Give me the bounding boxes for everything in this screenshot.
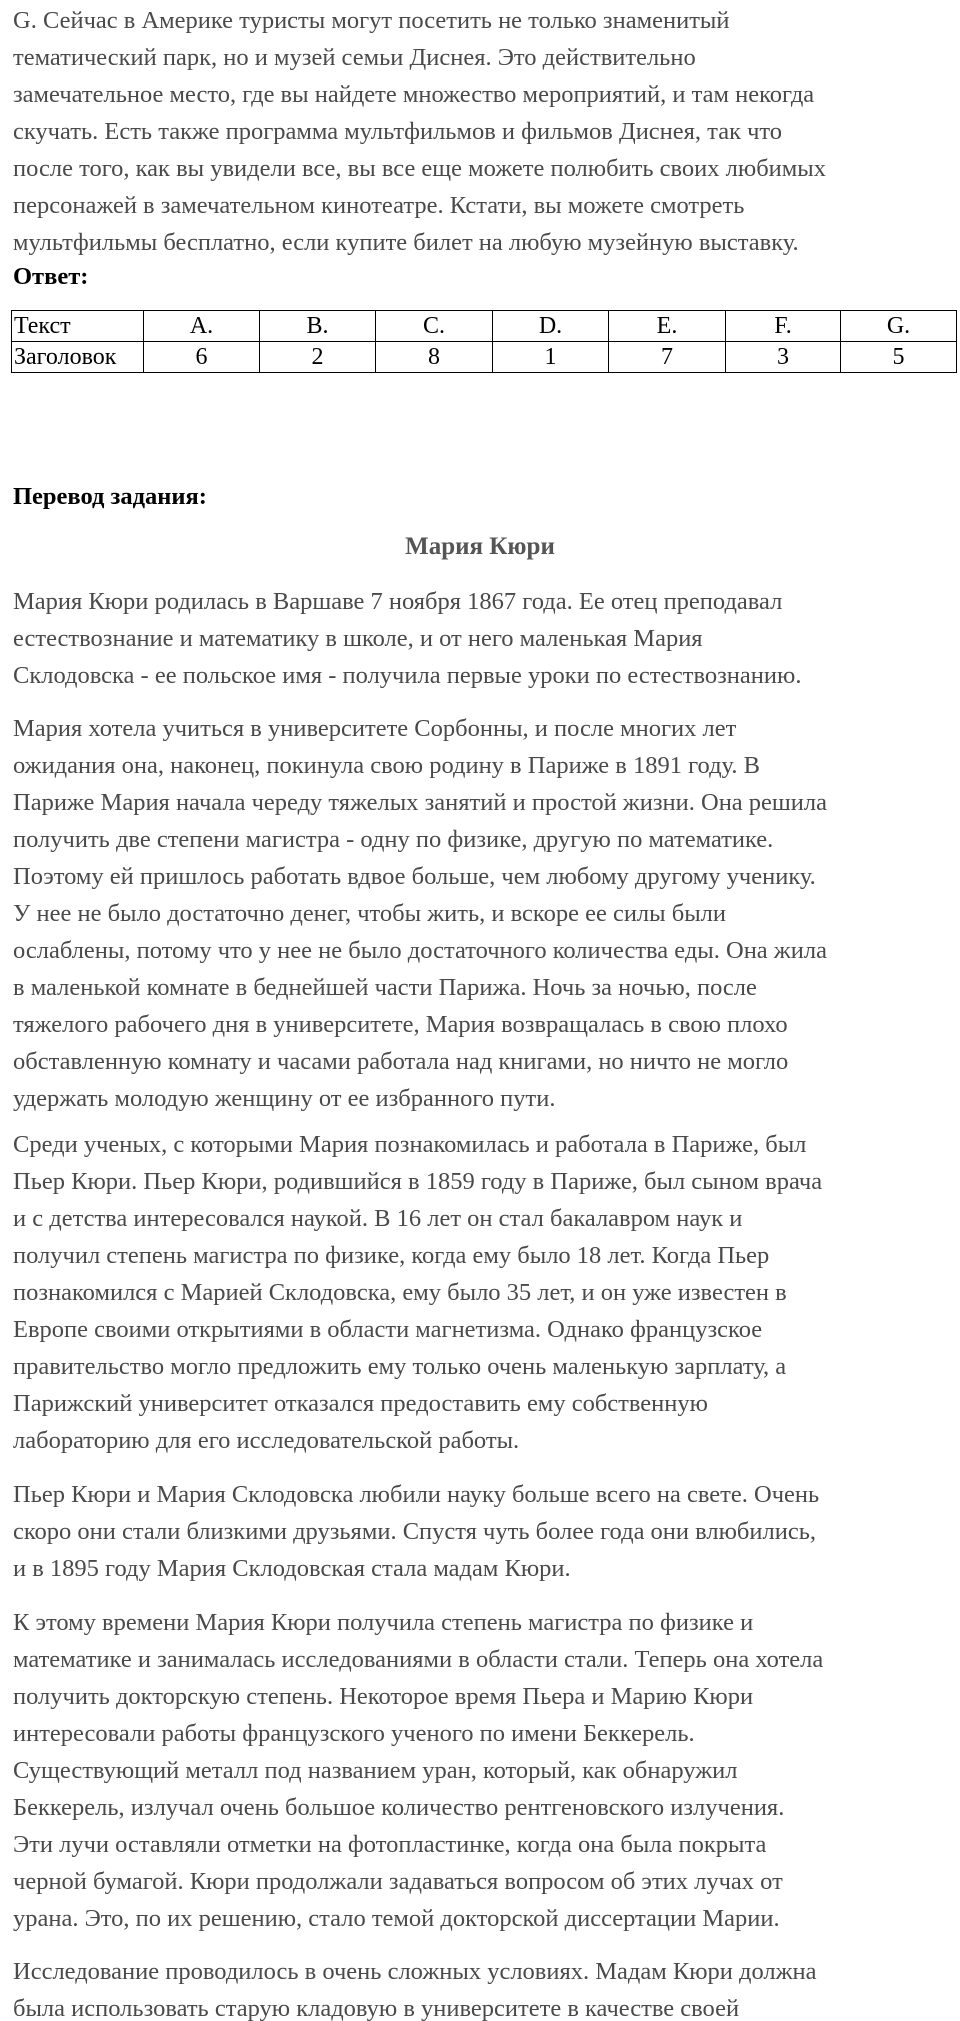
table-cell: 5 bbox=[841, 342, 957, 373]
table-cell: C. bbox=[376, 311, 493, 342]
table-cell: 3 bbox=[726, 342, 841, 373]
table-cell: 6 bbox=[144, 342, 260, 373]
table-cell: 8 bbox=[376, 342, 493, 373]
paragraph-2: Мария хотела учиться в университете Сорбонны, и после многих лет ожидания она, наконец, покинула свою родину в Париже в 1891 году. В Париже Мария начала череду тяжелых занятий и простой жизни. Она решила получить две степени магистра - одну по физике, другую по математике. Поэтому ей пришлось работать вдвое больше, чем любому другому ученику. У нее не было достаточно денег, чтобы жить, и вскоре ее силы были ослаблены, потому что у нее не было достаточного количества еды. Она жила в маленькой комнате в беднейшей части Парижа. Ночь за ночью, после тяжелого рабочего дня в университете, Мария возвращалась в свою плохо обставленную комнату и часами работала над книгами, но ничто не могло удержать молодую женщину от ее избранного пути. bbox=[13, 715, 828, 1112]
table-cell: A. bbox=[144, 311, 260, 342]
paragraph-g: G. Сейчас в Америке туристы могут посетить не только знаменитый тематический парк, но и музей семьи Диснея. Это действительно замечательное место, где вы найдете множество мероприятий, и там некогда скучать. Есть также программа мультфильмов и фильмов Диснея, так что после того, как вы увидели все, вы все еще можете полюбить своих любимых персонажей в замечательном кинотеатре. Кстати, вы можете смотреть мультфильмы бесплатно, если купите билет на любую музейную выставку. bbox=[13, 7, 826, 256]
document-title: Мария Кюри bbox=[405, 533, 555, 560]
table-cell: 7 bbox=[609, 342, 726, 373]
paragraph-4: Пьер Кюри и Мария Склодовска любили науку больше всего на свете. Очень скоро они стали близкими друзьями. Спустя чуть более года они влюбились, и в 1895 году Мария Склодовская стала мадам Кюри. bbox=[13, 1481, 820, 1582]
table-cell: 2 bbox=[260, 342, 376, 373]
table-cell: B. bbox=[260, 311, 376, 342]
answer-table bbox=[11, 310, 957, 373]
answer-label: Ответ: bbox=[13, 263, 89, 290]
table-cell: E. bbox=[609, 311, 726, 342]
table-cell: F. bbox=[726, 311, 841, 342]
table-cell: Текст bbox=[12, 311, 144, 342]
table-cell: 1 bbox=[493, 342, 609, 373]
paragraph-1: Мария Кюри родилась в Варшаве 7 ноября 1867 года. Ее отец преподавал естествознание и математику в школе, и от него маленькая Мария Склодовска - ее польское имя - получила первые уроки по естествознанию. bbox=[13, 588, 802, 689]
table-row-heading bbox=[12, 342, 957, 373]
table-cell: D. bbox=[493, 311, 609, 342]
translation-label: Перевод задания: bbox=[13, 483, 207, 510]
table-cell: G. bbox=[841, 311, 957, 342]
paragraph-3: Среди ученых, с которыми Мария познакомилась и работала в Париже, был Пьер Кюри. Пьер Кюри, родившийся в 1859 году в Париже, был сыном врача и с детства интересовался наукой. В 16 лет он стал бакалавром наук и получил степень магистра по физике, когда ему было 18 лет. Когда Пьер познакомился с Марией Склодовска, ему было 35 лет, и он уже известен в Европе своими открытиями в области магнетизма. Однако французское правительство могло предложить ему только очень маленькую зарплату, а Парижский университет отказался предоставить ему собственную лабораторию для его исследовательской работы. bbox=[13, 1131, 823, 1454]
paragraph-5: К этому времени Мария Кюри получила степень магистра по физике и математике и занималась исследованиями в области стали. Теперь она хотела получить докторскую степень. Некоторое время Пьера и Марию Кюри интересовали работы французского ученого по имени Беккерель. Существующий металл под названием уран, который, как обнаружил Беккерель, излучал очень большое количество рентгеновского излучения. Эти лучи оставляли отметки на фотопластинке, когда она была покрыта черной бумагой. Кюри продолжали задаваться вопросом об этих лучах от урана. Это, по их решению, стало темой докторской диссертации Марии. bbox=[13, 1609, 824, 1932]
paragraph-6: Исследование проводилось в очень сложных условиях. Мадам Кюри должна была использовать старую кладовую в университете в качестве своей bbox=[13, 1958, 817, 2021]
table-cell: Заголовок bbox=[12, 342, 144, 373]
table-row-text bbox=[12, 311, 957, 342]
